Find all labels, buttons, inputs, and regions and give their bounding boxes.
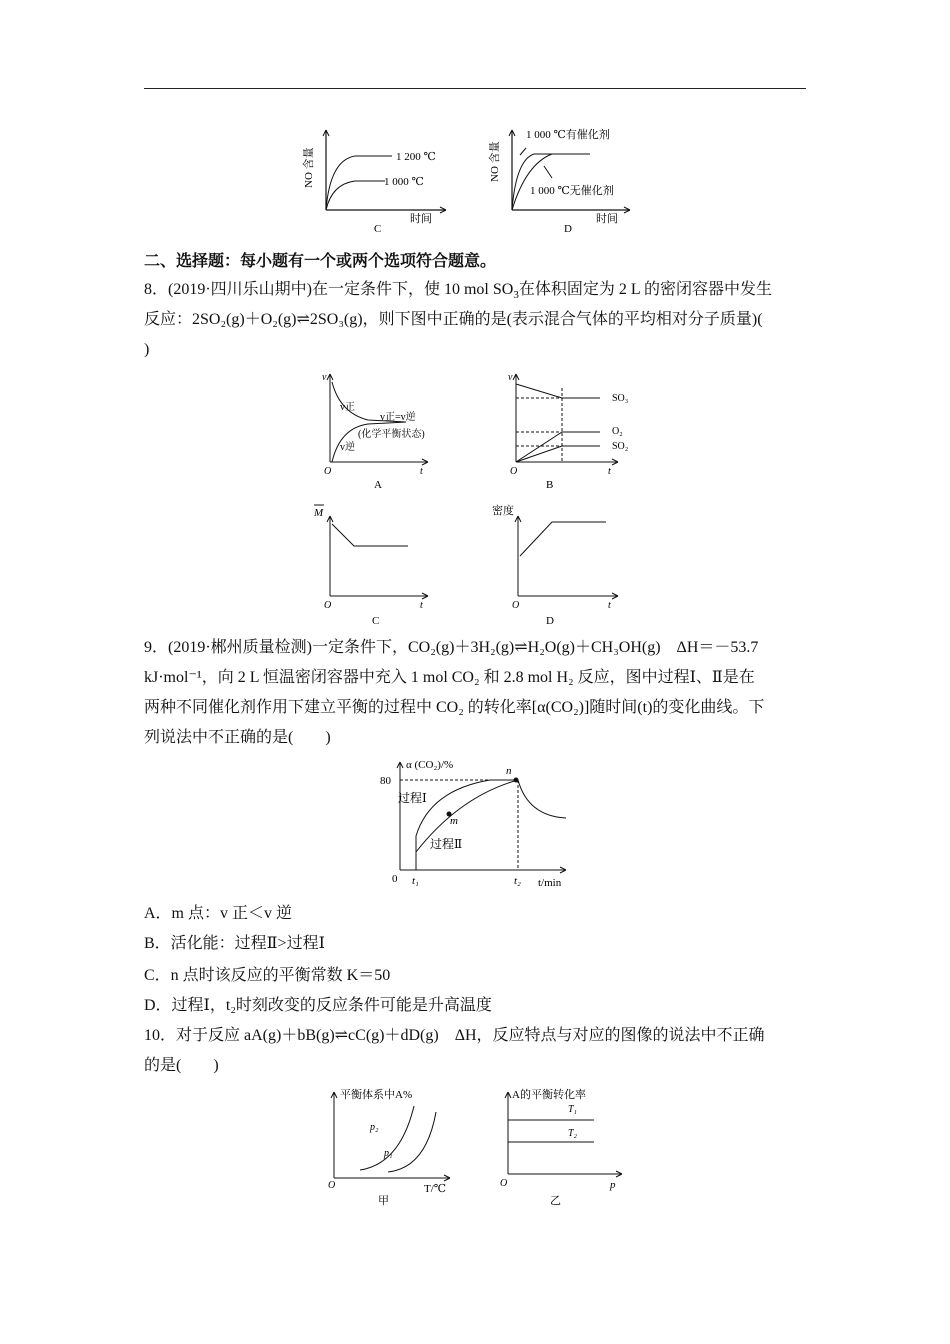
svg-text:(化学平衡状态): (化学平衡状态) <box>358 429 425 440</box>
figc-label: C <box>374 223 382 235</box>
figd-c1: 1 000 ℃有催化剂 <box>526 129 610 141</box>
svg-text:v: v <box>508 372 513 383</box>
svg-text:乙: 乙 <box>550 1195 561 1207</box>
svg-text:O: O <box>512 600 520 611</box>
q8-figure-a <box>310 368 440 492</box>
svg-text:O₂: O₂ <box>612 426 623 437</box>
svg-text:过程Ⅰ: 过程Ⅰ <box>398 791 427 805</box>
svg-text:O: O <box>324 600 332 611</box>
svg-text:T₁: T₁ <box>568 1104 578 1115</box>
figc-ylabel: NO 含量 <box>303 147 315 188</box>
figd-label: D <box>564 223 572 235</box>
svg-text:O: O <box>510 466 518 477</box>
q8-figure-c <box>310 502 440 628</box>
svg-text:平衡体系中A%: 平衡体系中A% <box>340 1089 413 1101</box>
q9-figure <box>370 756 580 892</box>
q8-figure-b <box>500 368 650 492</box>
svg-text:密度: 密度 <box>492 505 514 517</box>
svg-text:p₂: p₂ <box>370 1122 379 1133</box>
q9-option-d: D．过程Ⅰ，t₂时刻改变的反应条件可能是升高温度 <box>144 997 492 1014</box>
svg-text:O: O <box>328 1180 336 1191</box>
header-rule <box>144 88 806 89</box>
q9-option-b: B．活化能：过程Ⅱ>过程Ⅰ <box>144 935 325 952</box>
svg-text:p₁: p₁ <box>384 1148 393 1159</box>
figd-ylabel: NO 含量 <box>489 141 501 182</box>
svg-text:v正: v正 <box>340 402 355 413</box>
figc-c2: 1 000 ℃ <box>384 176 424 188</box>
svg-text:SO₂: SO₂ <box>612 441 629 452</box>
svg-text:t: t <box>608 600 611 611</box>
svg-text:t: t <box>420 600 423 611</box>
svg-text:v正=v逆: v正=v逆 <box>380 412 416 423</box>
svg-text:t: t <box>608 466 611 477</box>
svg-text:t/min: t/min <box>538 877 562 889</box>
svg-text:t₁: t₁ <box>412 875 419 887</box>
q8-figure-d <box>492 502 630 628</box>
q10-figure-jia <box>318 1084 468 1210</box>
svg-text:O: O <box>324 466 332 477</box>
q10-figure-yi <box>494 1084 634 1210</box>
svg-text:m: m <box>450 815 458 827</box>
svg-text:n: n <box>506 765 512 777</box>
q9-option-a: A．m 点：v 正＜v 逆 <box>144 905 293 922</box>
svg-text:B: B <box>546 479 554 491</box>
svg-text:t: t <box>420 466 423 477</box>
q9-option-c: C．n 点时该反应的平衡常数 K＝50 <box>144 967 391 984</box>
figc-xlabel: 时间 <box>410 213 432 225</box>
svg-text:A: A <box>374 479 382 491</box>
svg-text:T/℃: T/℃ <box>424 1183 447 1195</box>
q8-line2: 反应：2SO₂(g)＋O₂(g)⇌2SO₃(g)，则下图中正确的是(表示混合气体的平均相对分子质量)( <box>144 311 763 328</box>
svg-text:C: C <box>372 615 380 627</box>
svg-text:O: O <box>500 1178 508 1189</box>
svg-text:v逆: v逆 <box>340 442 355 453</box>
svg-text:SO₃: SO₃ <box>612 393 629 404</box>
svg-text:甲: 甲 <box>378 1195 389 1207</box>
q8-line3: ) <box>144 341 150 358</box>
figure-d-top <box>490 124 650 236</box>
q10-line2: 的是( ) <box>144 1057 219 1074</box>
curve-no-catalyst <box>512 154 552 210</box>
svg-text:M: M <box>314 507 324 519</box>
svg-text:0: 0 <box>392 873 398 885</box>
curve-1200 <box>326 156 392 210</box>
q9-line2: kJ·mol⁻¹，向 2 L 恒温密闭容器中充入 1 mol CO₂ 和 2.8 mol H₂ 反应，图中过程Ⅰ、Ⅱ是在 <box>144 669 755 686</box>
figc-c1: 1 200 ℃ <box>396 151 436 163</box>
svg-text:D: D <box>546 615 554 627</box>
svg-text:80: 80 <box>380 775 391 787</box>
curve-1000 <box>326 181 385 210</box>
figd-xlabel: 时间 <box>596 213 618 225</box>
svg-text:α (CO₂)/%: α (CO₂)/% <box>406 759 454 771</box>
svg-text:T₂: T₂ <box>568 1128 578 1139</box>
curve-process-1 <box>416 780 518 870</box>
section-2-heading: 二、选择题：每小题有一个或两个选项符合题意。 <box>144 253 497 270</box>
svg-text:t₂: t₂ <box>514 875 521 887</box>
q9-line4: 列说法中不正确的是( ) <box>144 729 331 746</box>
svg-text:p: p <box>610 1179 616 1191</box>
q9-line3: 两种不同催化剂作用下建立平衡的过程中 CO₂ 的转化率[α(CO₂)]随时间(t)的变化曲线。下 <box>144 699 765 716</box>
q10-line1: 10．对于反应 aA(g)＋bB(g)⇌cC(g)＋dD(g) ΔH，反应特点与对应的图像的说法中不正确 <box>144 1027 765 1044</box>
q9-line1: 9．(2019·郴州质量检测)一定条件下，CO₂(g)＋3H₂(g)⇌H₂O(g)＋CH₃OH(g) ΔH＝－53.7 <box>144 639 759 656</box>
svg-text:过程Ⅱ: 过程Ⅱ <box>430 837 463 851</box>
svg-text:v: v <box>322 372 327 383</box>
q8-line1: 8．(2019·四川乐山期中)在一定条件下，使 10 mol $SO_3$在体积固定为 2 L 的密闭容器中发生 <box>144 281 773 302</box>
svg-text:A的平衡转化率: A的平衡转化率 <box>512 1089 586 1101</box>
figd-c2: 1 000 ℃无催化剂 <box>530 185 614 197</box>
figure-c-top <box>300 124 460 236</box>
